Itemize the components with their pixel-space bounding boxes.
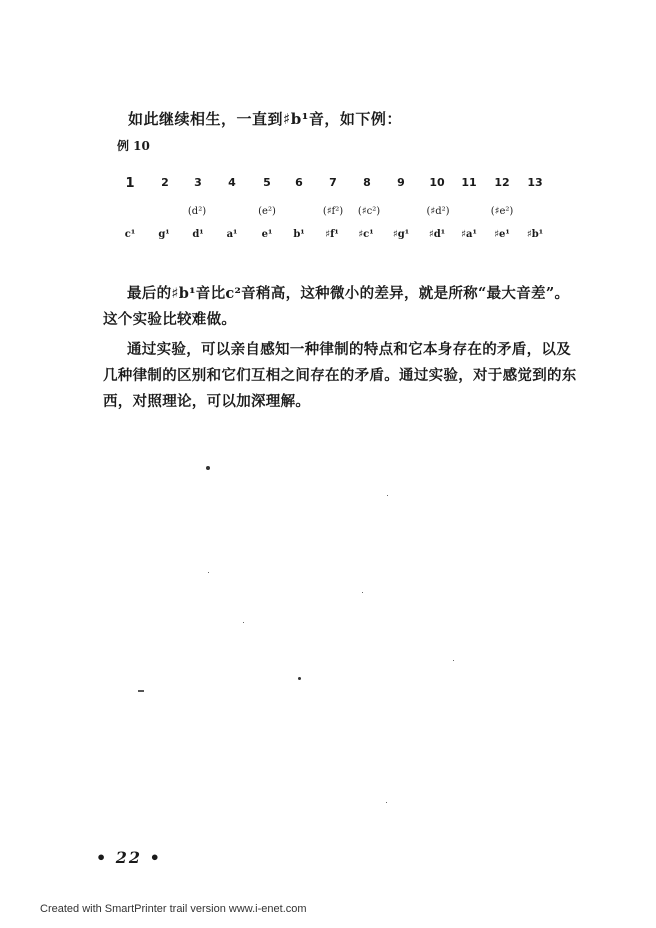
ink-speck	[243, 622, 244, 623]
note-name: c¹	[124, 229, 136, 240]
step-number: 6	[295, 176, 303, 189]
enharmonic-note: (♯c²)	[357, 206, 381, 217]
step-number: 7	[329, 176, 337, 189]
step-number: 13	[527, 176, 543, 189]
step-number: 1	[125, 176, 135, 191]
step-number: 11	[461, 176, 477, 189]
example-label: 例 10	[117, 139, 150, 153]
step-number: 5	[263, 176, 271, 189]
note-name: g¹	[158, 229, 170, 240]
example-enharmonic-row	[0, 206, 656, 224]
ink-speck	[206, 466, 210, 470]
paragraph: 最后的♯b¹音比c²音稍高，这种微小的差异，就是所称“最大音差”。这个实验比较难做。	[103, 284, 570, 328]
ink-speck	[298, 677, 301, 680]
ink-mark	[138, 690, 144, 692]
page-number: • 22 •	[96, 848, 162, 867]
example-note-row	[0, 229, 656, 247]
step-number: 10	[429, 176, 445, 189]
enharmonic-note: (d²)	[187, 206, 207, 217]
step-number: 4	[228, 176, 236, 189]
watermark-text: Created with SmartPrinter trail version www.i-enet.com	[40, 903, 307, 915]
note-name: a¹	[226, 229, 238, 240]
intro-line: 如此继续相生，一直到♯b¹音，如下例：	[128, 110, 402, 128]
step-number: 3	[194, 176, 202, 189]
note-name: e¹	[261, 229, 273, 240]
paragraph: 通过实验，可以亲自感知一种律制的特点和它本身存在的矛盾，以及几种律制的区别和它们互相之间存在的矛盾。通过实验，对于感觉到的东西，对照理论，可以加深理解。	[103, 340, 577, 410]
ink-speck	[362, 592, 363, 593]
enharmonic-note: (♯e²)	[490, 206, 514, 217]
step-number: 12	[494, 176, 510, 189]
step-number: 9	[397, 176, 405, 189]
step-number: 2	[161, 176, 169, 189]
note-name: b¹	[293, 229, 305, 240]
note-name: ♯f¹	[325, 229, 339, 240]
example-number-row	[0, 176, 656, 194]
ink-speck	[208, 572, 209, 573]
note-name: ♯e¹	[494, 229, 510, 240]
note-name: ♯d¹	[428, 229, 446, 240]
enharmonic-note: (♯f²)	[322, 206, 344, 217]
ink-speck	[386, 802, 387, 803]
enharmonic-note: (e²)	[258, 206, 276, 217]
note-name: ♯c¹	[358, 229, 374, 240]
enharmonic-note: (♯d²)	[426, 206, 450, 217]
ink-speck	[453, 660, 454, 661]
step-number: 8	[363, 176, 371, 189]
note-name: ♯g¹	[392, 229, 410, 240]
note-name: ♯a¹	[461, 229, 477, 240]
note-name: ♯b¹	[526, 229, 544, 240]
ink-speck	[387, 495, 388, 496]
note-name: d¹	[192, 229, 204, 240]
